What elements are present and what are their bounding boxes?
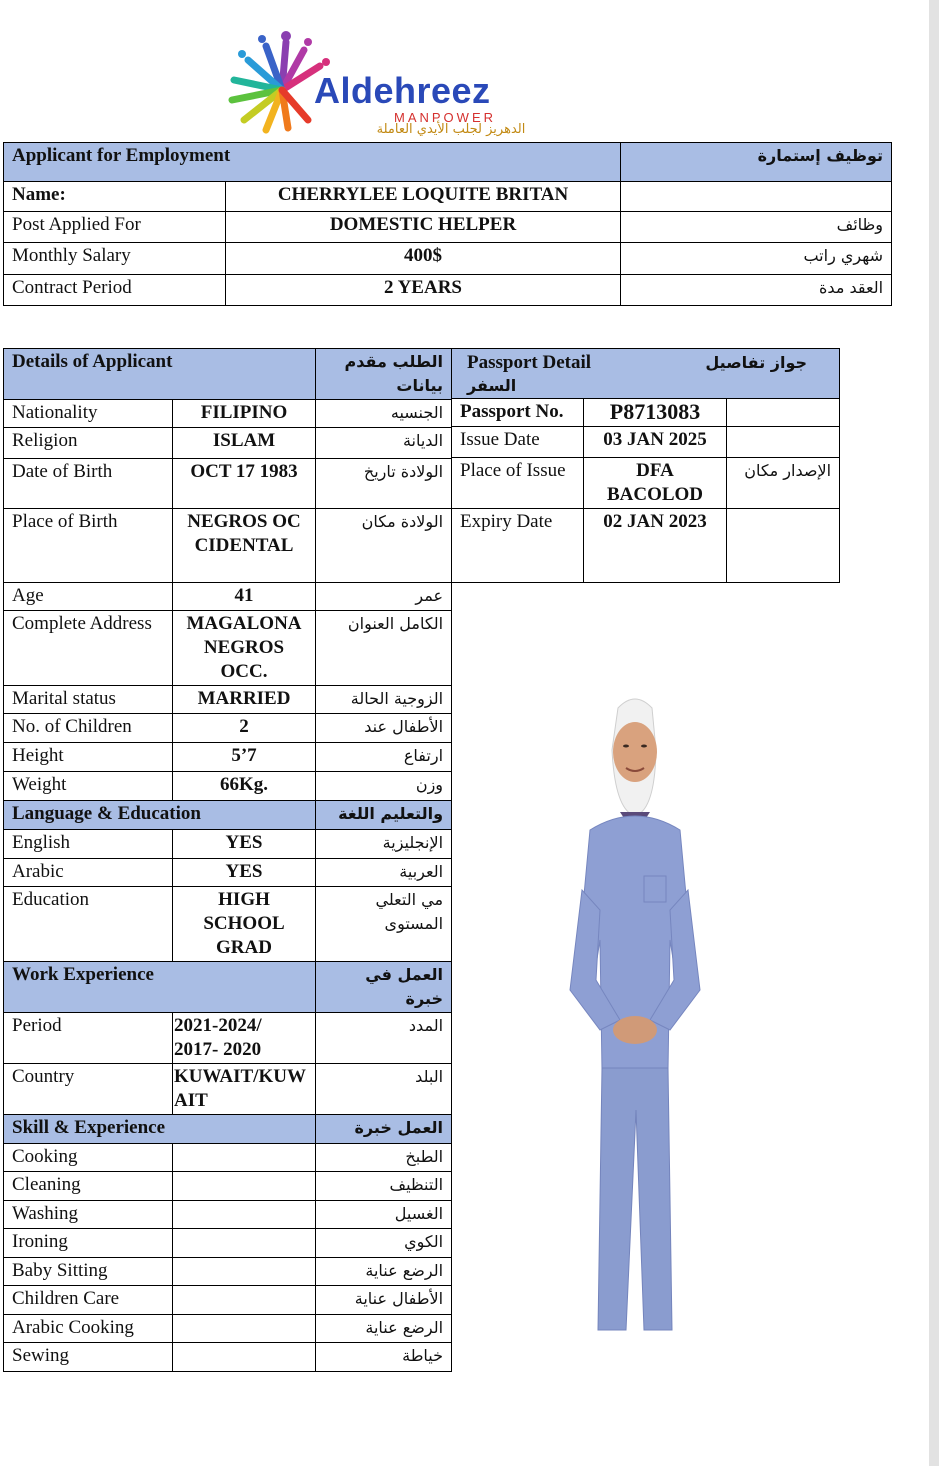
language-title: Language & Education: [4, 801, 316, 830]
logo-name: Aldehreez: [314, 70, 491, 111]
english-ar: الإنجليزية: [316, 830, 452, 859]
name-label: Name:: [4, 182, 226, 212]
expiry-value: 02 JAN 2023: [584, 509, 727, 583]
post-value: DOMESTIC HELPER: [226, 212, 621, 243]
age-ar: عمر: [316, 583, 452, 611]
nationality-label: Nationality: [4, 400, 173, 428]
post-ar: وظائف: [621, 212, 892, 243]
salary-label: Monthly Salary: [4, 243, 226, 275]
issue-date-value: 03 JAN 2025: [584, 427, 727, 458]
country-value: KUWAIT/KUWAIT: [173, 1064, 316, 1115]
skill-sewing-ar: خياطة: [316, 1343, 452, 1372]
skill-ironing-label: Ironing: [4, 1229, 173, 1258]
skill-ironing-value: [173, 1229, 316, 1258]
marital-value: MARRIED: [173, 686, 316, 714]
address-value: MAGALONA NEGROS OCC.: [173, 611, 316, 686]
skill-babysitting-ar: الرضع عناية: [316, 1258, 452, 1286]
skill-babysitting-label: Baby Sitting: [4, 1258, 173, 1286]
post-label: Post Applied For: [4, 212, 226, 243]
skill-ironing-ar: الكوي: [316, 1229, 452, 1258]
logo-arabic: الدهريز لجلب الأيدي العاملة: [376, 122, 526, 137]
skills-title-ar: العمل خبرة: [316, 1115, 452, 1144]
pob-ar: الولادة مكان: [316, 509, 452, 583]
passport-no-ar: [727, 399, 840, 427]
salary-ar: شهري راتب: [621, 243, 892, 275]
religion-label: Religion: [4, 428, 173, 459]
weight-label: Weight: [4, 772, 173, 801]
weight-value: 66Kg.: [173, 772, 316, 801]
logo-subtitle: MANPOWER: [394, 110, 496, 125]
skills-title: Skill & Experience: [4, 1115, 316, 1144]
age-value: 41: [173, 583, 316, 611]
expiry-label: Expiry Date: [452, 509, 584, 583]
skill-cooking-label: Cooking: [4, 1144, 173, 1172]
height-label: Height: [4, 743, 173, 772]
place-issue-label: Place of Issue: [452, 458, 584, 509]
employment-table: [3, 142, 892, 306]
country-ar: البلد: [316, 1064, 452, 1115]
arabic-value: YES: [173, 859, 316, 887]
address-label: Complete Address: [4, 611, 173, 686]
skill-childcare-value: [173, 1286, 316, 1315]
passport-table: [451, 348, 840, 583]
age-label: Age: [4, 583, 173, 611]
skill-washing-value: [173, 1201, 316, 1229]
name-ar: [621, 182, 892, 212]
name-value: CHERRYLEE LOQUITE BRITAN: [226, 182, 621, 212]
passport-header: [452, 349, 840, 399]
pob-value: NEGROS OCCIDENTAL: [173, 509, 316, 583]
skill-sewing-value: [173, 1343, 316, 1372]
expiry-ar: [727, 509, 840, 583]
skill-cooking-value: [173, 1144, 316, 1172]
contract-value: 2 YEARS: [226, 275, 621, 306]
religion-value: ISLAM: [173, 428, 316, 459]
skill-cooking-ar: الطبخ: [316, 1144, 452, 1172]
skill-childcare-ar: الأطفال عناية: [316, 1286, 452, 1315]
education-ar: مي التعلي المستوى: [316, 887, 452, 962]
issue-date-label: Issue Date: [452, 427, 584, 458]
dob-value: OCT 17 1983: [173, 459, 316, 509]
period-label: Period: [4, 1013, 173, 1064]
nationality-value: FILIPINO: [173, 400, 316, 428]
skill-babysitting-value: [173, 1258, 316, 1286]
skill-arabic-cooking-value: [173, 1315, 316, 1343]
passport-no-value: P8713083: [584, 399, 727, 427]
skill-arabic-cooking-ar: الرضع عناية: [316, 1315, 452, 1343]
skill-washing-ar: الغسيل: [316, 1201, 452, 1229]
employment-title: Applicant for Employment: [4, 143, 621, 182]
details-title: Details of Applicant: [4, 349, 316, 400]
salary-value: 400$: [226, 243, 621, 275]
height-ar: ارتفاع: [316, 743, 452, 772]
marital-label: Marital status: [4, 686, 173, 714]
weight-ar: وزن: [316, 772, 452, 801]
dob-ar: الولادة تاريخ: [316, 459, 452, 509]
period-ar: المدد: [316, 1013, 452, 1064]
skill-cleaning-ar: التنظيف: [316, 1172, 452, 1201]
skill-washing-label: Washing: [4, 1201, 173, 1229]
education-value: HIGH SCHOOL GRAD: [173, 887, 316, 962]
skill-arabic-cooking-label: Arabic Cooking: [4, 1315, 173, 1343]
passport-title-ar: جواز تفاصيل: [705, 353, 808, 372]
marital-ar: الزوجية الحالة: [316, 686, 452, 714]
page-edge: [929, 0, 939, 1466]
skill-childcare-label: Children Care: [4, 1286, 173, 1315]
country-label: Country: [4, 1064, 173, 1115]
arabic-label: Arabic: [4, 859, 173, 887]
pob-label: Place of Birth: [4, 509, 173, 583]
children-ar: الأطفال عند: [316, 714, 452, 743]
children-label: No. of Children: [4, 714, 173, 743]
details-title-ar: الطلب مقدم بيانات: [316, 349, 452, 400]
education-label: Education: [4, 887, 173, 962]
place-issue-ar: الإصدار مكان: [727, 458, 840, 509]
passport-no-label: Passport No.: [452, 399, 584, 427]
children-value: 2: [173, 714, 316, 743]
employment-title-ar: توظيف إستمارة: [621, 143, 892, 182]
arabic-ar: العربية: [316, 859, 452, 887]
language-title-ar: والتعليم اللغة: [316, 801, 452, 830]
dob-label: Date of Birth: [4, 459, 173, 509]
english-value: YES: [173, 830, 316, 859]
work-title: Work Experience: [4, 962, 316, 1013]
contract-ar: العقد مدة: [621, 275, 892, 306]
work-title-ar: العمل في خبرة: [316, 962, 452, 1013]
english-label: English: [4, 830, 173, 859]
religion-ar: الديانة: [316, 428, 452, 459]
passport-title-ar2: السفر: [467, 376, 517, 395]
address-ar: الكامل العنوان: [316, 611, 452, 686]
passport-title: Passport Detail: [467, 352, 592, 373]
skill-cleaning-label: Cleaning: [4, 1172, 173, 1201]
height-value: 5’7: [173, 743, 316, 772]
applicant-photo: [560, 690, 710, 1345]
company-logo: [222, 30, 582, 142]
nationality-ar: الجنسيه: [316, 400, 452, 428]
period-value: 2021-2024/ 2017- 2020: [173, 1013, 316, 1064]
details-table: [3, 348, 452, 1372]
skill-sewing-label: Sewing: [4, 1343, 173, 1372]
skill-cleaning-value: [173, 1172, 316, 1201]
issue-date-ar: [727, 427, 840, 458]
place-issue-value: DFA BACOLOD: [584, 458, 727, 509]
contract-label: Contract Period: [4, 275, 226, 306]
